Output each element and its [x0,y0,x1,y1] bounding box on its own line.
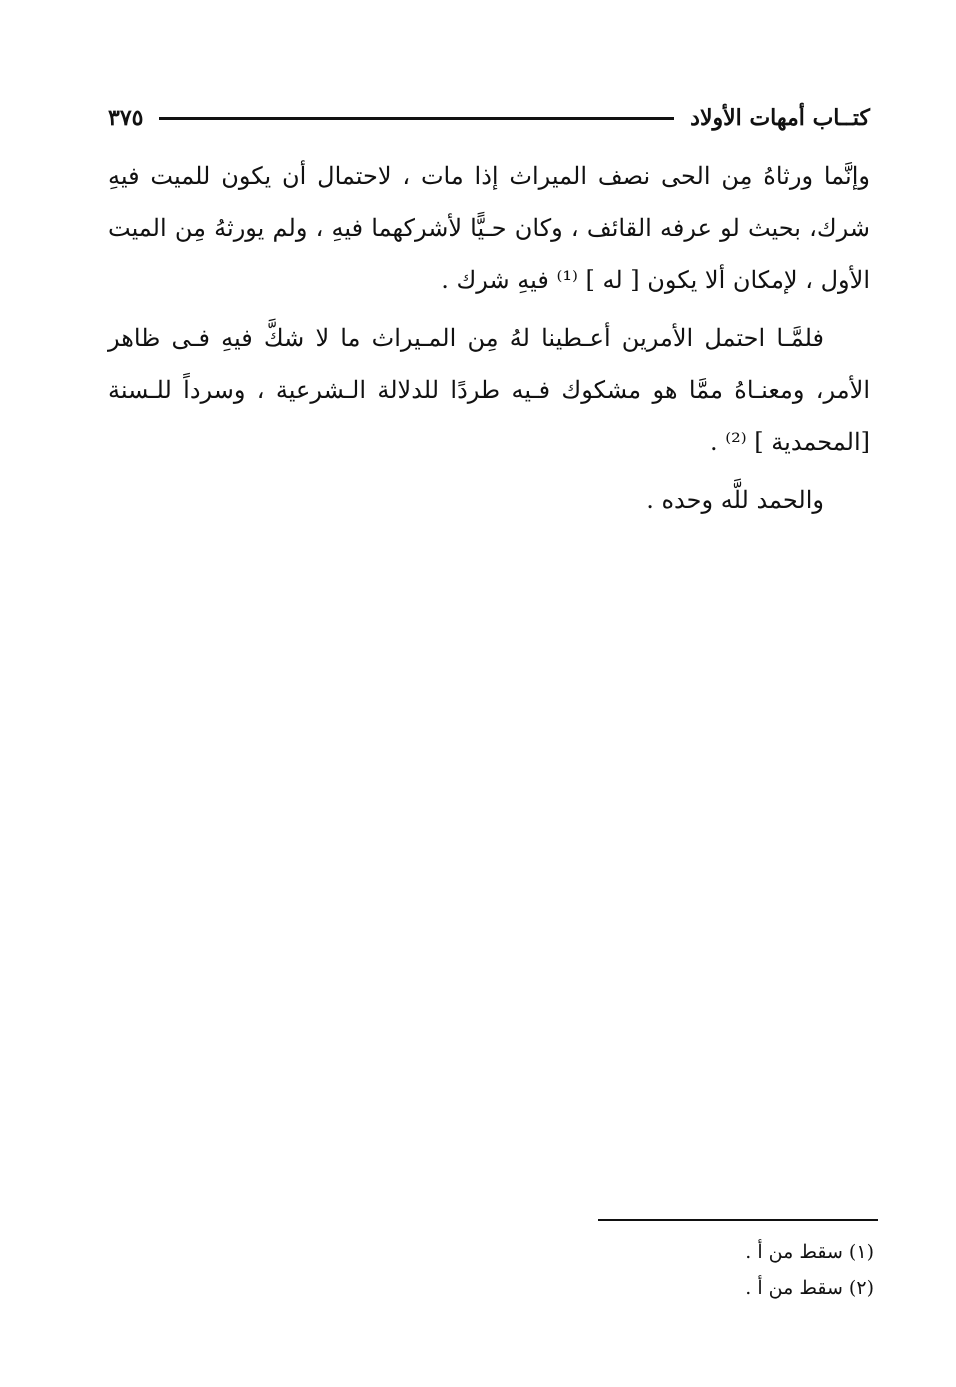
running-header [108,102,870,134]
footnotes [598,1234,874,1306]
closing-line: والحمد للَّه وحده . [646,486,824,514]
page-number: ٣٧٥ [108,105,144,131]
body-text [108,150,870,526]
footnote-rule [598,1219,878,1221]
footnote-1: (١) سقط من أ . [745,1241,874,1263]
footnote-2: (٢) سقط من أ . [745,1277,874,1299]
header-rule [159,117,674,120]
paragraph-1: وإنَّما ورثاهُ مِن الحى نصف الميراث إذا مات ، لاحتمال أن يكون للميت فيهِ شرك، بحيث لو عرفه القائف ، وكان حـيًّا لأشركهما فيهِ ، ولم يورثهُ مِن الميت الأول ، لإمكان ألا يكون [ له ] ⁽¹⁾ فيهِ شرك . [108,162,870,294]
paragraph-2: فلمَّـا احتمل الأمرين أعـطينا لهُ مِن المـيراث ما لا شكَّ فيهِ فـى ظاهر الأمر، ومعنـاهُ ممَّا هو مشكوك فـيه طردًا للدلالة الـشرعية ، وسرداً للـسنة [المحمدية ] ⁽²⁾ . [108,324,870,456]
book-title: كتــاب أمهات الأولاد [690,105,870,131]
